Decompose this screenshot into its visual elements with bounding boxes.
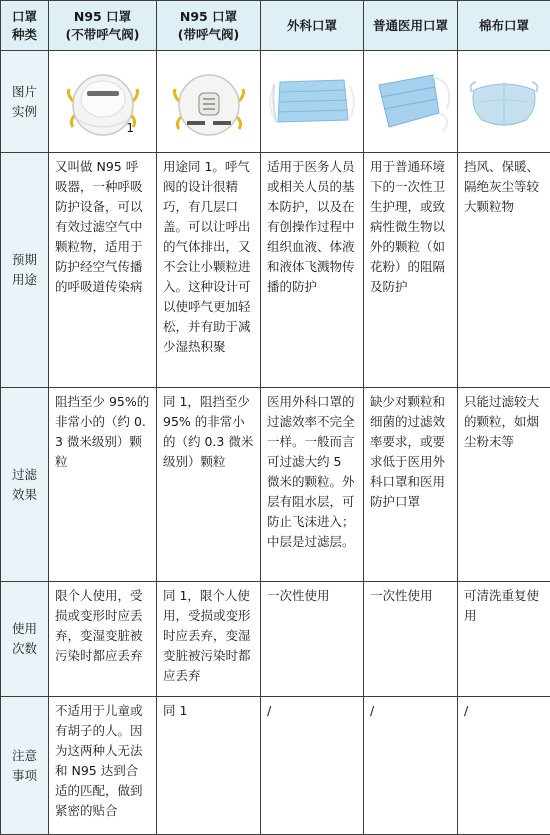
column-title: N95 口罩 bbox=[51, 8, 154, 26]
image-row bbox=[1, 51, 550, 153]
row-label-line-2: 实例 bbox=[3, 102, 46, 122]
usage-cell-n95-valve: 用途同 1。呼气阀的设计很精巧，有几层口盖。可以让呼出的气体排出，又不会让小颗粒进入。这种设计可以使呼气更加轻松，并有助于减少湿热积聚 bbox=[157, 153, 261, 388]
row-label-line-2: 效果 bbox=[3, 485, 46, 505]
corner-header bbox=[1, 1, 49, 51]
corner-line-1: 口罩 bbox=[3, 8, 46, 26]
image-cell-cotton bbox=[458, 51, 550, 153]
notes-row bbox=[1, 697, 550, 835]
row-label-filter bbox=[1, 388, 49, 582]
usage-cell-cotton: 挡风、保暖、隔绝灰尘等较大颗粒物 bbox=[458, 153, 550, 388]
row-label-line-1: 注意 bbox=[3, 746, 46, 766]
filter-cell-cotton: 只能过滤较大的颗粒，如烟尘粉末等 bbox=[458, 388, 550, 582]
notes-cell-n95: 不适用于儿童或有胡子的人。因为这两种人无法和 N95 达到合适的匹配，做到紧密的贴合 bbox=[49, 697, 157, 835]
row-label-line-2: 事项 bbox=[3, 766, 46, 786]
filter-cell-n95: 阻挡至少 95%的非常小的（约 0.3 微米级别）颗粒 bbox=[49, 388, 157, 582]
row-label-usage bbox=[1, 153, 49, 388]
image-tag: 1 bbox=[126, 118, 134, 138]
column-header-n95-valve bbox=[157, 1, 261, 51]
n95-valve-mask-icon bbox=[169, 65, 249, 139]
times-row bbox=[1, 582, 550, 697]
times-cell-cotton: 可清洗重复使用 bbox=[458, 582, 550, 697]
image-cell-n95 bbox=[49, 51, 157, 153]
column-header-cotton bbox=[458, 1, 550, 51]
column-title: N95 口罩 bbox=[159, 8, 258, 26]
filter-cell-medical: 缺少对颗粒和细菌的过滤效率要求，或要求低于医用外科口罩和医用防护口罩 bbox=[364, 388, 458, 582]
row-label-line-1: 使用 bbox=[3, 619, 46, 639]
times-cell-surgical: 一次性使用 bbox=[261, 582, 364, 697]
column-header-surgical bbox=[261, 1, 364, 51]
times-cell-medical: 一次性使用 bbox=[364, 582, 458, 697]
image-cell-n95-valve bbox=[157, 51, 261, 153]
row-label-notes bbox=[1, 697, 49, 835]
times-cell-n95: 限个人使用，受损或变形时应丢弃，变湿变脏被污染时都应丢弃 bbox=[49, 582, 157, 697]
notes-cell-medical: / bbox=[364, 697, 458, 835]
row-label-line-2: 次数 bbox=[3, 639, 46, 659]
column-title: 外科口罩 bbox=[263, 17, 361, 35]
times-cell-n95-valve: 同 1，限个人使用，受损或变形时应丢弃，变湿变脏被污染时都应丢弃 bbox=[157, 582, 261, 697]
row-label-line-2: 用途 bbox=[3, 270, 46, 290]
column-header-n95 bbox=[49, 1, 157, 51]
corner-line-2: 种类 bbox=[3, 26, 46, 44]
row-label-line-1: 预期 bbox=[3, 250, 46, 270]
column-title: 普通医用口罩 bbox=[366, 17, 455, 35]
column-title: 棉布口罩 bbox=[460, 17, 548, 35]
filter-row bbox=[1, 388, 550, 582]
column-header-medical bbox=[364, 1, 458, 51]
header-row bbox=[1, 1, 550, 51]
notes-cell-surgical: / bbox=[261, 697, 364, 835]
surgical-mask-icon bbox=[268, 72, 356, 132]
notes-cell-cotton: / bbox=[458, 697, 550, 835]
row-label-times bbox=[1, 582, 49, 697]
filter-cell-surgical: 医用外科口罩的过滤效率不完全一样。一般而言可过滤大约 5 微米的颗粒。外层有阻水层，可防止飞沫进入；中层是过滤层。 bbox=[261, 388, 364, 582]
usage-cell-medical: 用于普通环境下的一次性卫生护理，或致病性微生物以外的颗粒（如花粉）的阻隔及防护 bbox=[364, 153, 458, 388]
row-label-image bbox=[1, 51, 49, 153]
usage-row bbox=[1, 153, 550, 388]
column-subtitle: (带呼气阀) bbox=[159, 26, 258, 44]
column-subtitle: (不带呼气阀) bbox=[51, 26, 154, 44]
row-label-line-1: 过滤 bbox=[3, 465, 46, 485]
filter-cell-n95-valve: 同 1，阻挡至少 95% 的非常小的（约 0.3 微米级别）颗粒 bbox=[157, 388, 261, 582]
cotton-mask-icon bbox=[466, 74, 542, 130]
medical-mask-icon bbox=[369, 69, 453, 135]
row-label-line-1: 图片 bbox=[3, 82, 46, 102]
usage-cell-surgical: 适用于医务人员或相关人员的基本防护，以及在有创操作过程中组织血液、体液和液体飞溅物传播的防护 bbox=[261, 153, 364, 388]
notes-cell-n95-valve: 同 1 bbox=[157, 697, 261, 835]
image-cell-medical bbox=[364, 51, 458, 153]
image-cell-surgical bbox=[261, 51, 364, 153]
usage-cell-n95: 又叫做 N95 呼吸器，一种呼吸防护设备，可以有效过滤空气中颗粒物，适用于防护经空气传播的呼吸道传染病 bbox=[49, 153, 157, 388]
